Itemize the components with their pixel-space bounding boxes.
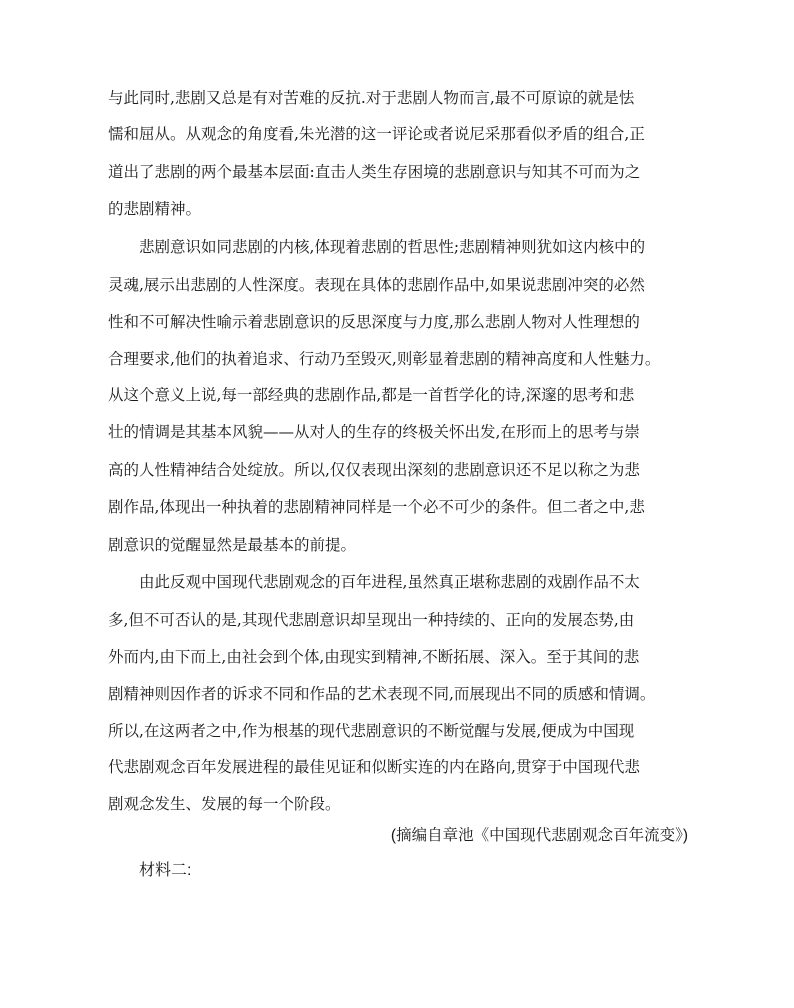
paragraph-2-line-1: 悲剧意识如同悲剧的内核,体现着悲剧的哲思性;悲剧精神则犹如这内核中的 — [139, 238, 646, 256]
paragraph-1-line-2: 懦和屈从。从观念的角度看,朱光潜的这一评论或者说尼采那看似矛盾的组合,正 — [108, 125, 645, 143]
paragraph-3-line-3: 外而内,由下而上,由社会到个体,由现实到精神,不断拓展、深入。至于其间的悲 — [108, 648, 640, 666]
paragraph-2-line-9: 剧意识的觉醒显然是最基本的前提。 — [108, 536, 357, 554]
paragraph-2-line-6: 壮的情调是其基本风貌——从对人的生存的终极关怀出发,在形而上的思考与崇 — [108, 423, 640, 441]
paragraph-3-line-1: 由此反观中国现代悲剧观念的百年进程,虽然真正堪称悲剧的戏剧作品不太 — [139, 573, 640, 591]
paragraph-3-line-2: 多,但不可否认的是,其现代悲剧意识却呈现出一种持续的、正向的发展态势,由 — [108, 611, 635, 629]
paragraph-2-line-8: 剧作品,体现出一种执着的悲剧精神同样是一个必不可少的条件。但二者之中,悲 — [108, 498, 645, 516]
paragraph-2-line-4: 合理要求,他们的执着追求、行动乃至毁灭,则彰显着悲剧的精神高度和人性魅力。 — [108, 350, 661, 368]
source-citation: (摘编自章池《中国现代悲剧观念百年流变》) — [390, 827, 688, 844]
section-heading: 材料二: — [139, 862, 192, 879]
paragraph-1-line-4: 的悲剧精神。 — [108, 200, 202, 218]
paragraph-3-line-5: 所以,在这两者之中,作为根基的现代悲剧意识的不断觉醒与发展,便成为中国现 — [108, 722, 635, 740]
paragraph-3-line-4: 剧精神则因作者的诉求不同和作品的艺术表现不同,而展现出不同的质感和情调。 — [108, 685, 656, 703]
paragraph-1-line-1: 与此同时,悲剧又总是有对苦难的反抗.对于悲剧人物而言,最不可原谅的就是怯 — [108, 89, 635, 107]
paragraph-2-line-7: 高的人性精神结合处绽放。所以,仅仅表现出深刻的悲剧意识还不足以称之为悲 — [108, 461, 640, 479]
paragraph-1-line-3: 道出了悲剧的两个最基本层面:直击人类生存困境的悲剧意识与知其不可而为之 — [108, 163, 641, 181]
paragraph-3-line-6: 代悲剧观念百年发展进程的最佳见证和似断实连的内在路向,贯穿于中国现代悲 — [108, 758, 640, 776]
paragraph-2-line-5: 从这个意义上说,每一部经典的悲剧作品,都是一首哲学化的诗,深邃的思考和悲 — [108, 386, 635, 404]
paragraph-2-line-2: 灵魂,展示出悲剧的人性深度。表现在具体的悲剧作品中,如果说悲剧冲突的必然 — [108, 276, 645, 294]
paragraph-2-line-3: 性和不可解决性喻示着悲剧意识的反思深度与力度,那么悲剧人物对人性理想的 — [108, 313, 640, 331]
paragraph-3-line-7: 剧观念发生、发展的每一个阶段。 — [108, 795, 341, 813]
